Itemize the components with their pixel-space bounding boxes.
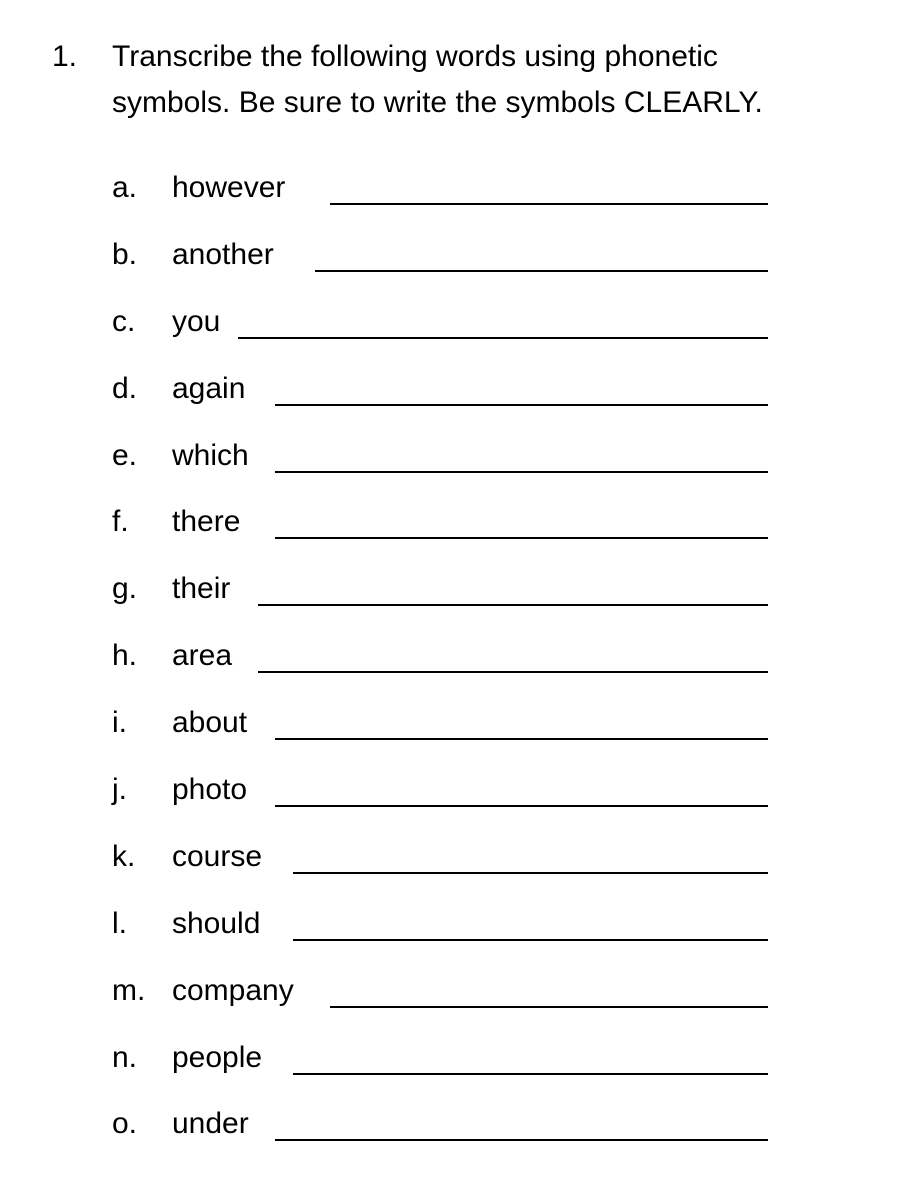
- answer-blank[interactable]: [275, 537, 768, 539]
- item-word: course: [172, 839, 263, 873]
- word-list: [112, 160, 772, 1163]
- answer-blank[interactable]: [293, 1073, 768, 1075]
- item-letter: c.: [112, 304, 136, 338]
- list-item: [112, 1096, 772, 1163]
- list-item: [112, 160, 772, 227]
- list-item: [112, 963, 772, 1030]
- item-letter: m.: [112, 973, 146, 1007]
- answer-blank[interactable]: [275, 805, 768, 807]
- list-item: [112, 428, 772, 495]
- item-letter: o.: [112, 1107, 138, 1141]
- list-item: [112, 227, 772, 294]
- item-letter: j.: [112, 773, 127, 807]
- item-letter: l.: [112, 906, 127, 940]
- item-word: their: [172, 572, 231, 606]
- answer-blank[interactable]: [293, 872, 768, 874]
- list-item: [112, 896, 772, 963]
- item-letter: e.: [112, 438, 138, 472]
- list-item: [112, 1030, 772, 1097]
- answer-blank[interactable]: [275, 404, 768, 406]
- answer-blank[interactable]: [258, 604, 768, 606]
- list-item: [112, 829, 772, 896]
- item-word: again: [172, 371, 246, 405]
- answer-blank[interactable]: [258, 671, 768, 673]
- answer-blank[interactable]: [293, 939, 768, 941]
- answer-blank[interactable]: [238, 337, 768, 339]
- item-word: photo: [172, 773, 248, 807]
- answer-blank[interactable]: [315, 270, 768, 272]
- question-number: 1.: [52, 40, 78, 73]
- list-item: [112, 762, 772, 829]
- answer-blank[interactable]: [275, 471, 768, 473]
- item-word: people: [172, 1040, 263, 1074]
- item-letter: h.: [112, 639, 138, 673]
- item-word: there: [172, 505, 241, 539]
- item-letter: a.: [112, 171, 138, 204]
- item-word: about: [172, 706, 248, 740]
- list-item: [112, 494, 772, 561]
- item-letter: g.: [112, 572, 138, 606]
- item-word: company: [172, 973, 294, 1007]
- item-letter: k.: [112, 839, 136, 873]
- item-word: another: [172, 237, 274, 271]
- instruction-line-1: Transcribe the following words using phonetic: [112, 40, 718, 73]
- list-item: [112, 628, 772, 695]
- list-item: [112, 361, 772, 428]
- item-word: which: [172, 438, 249, 472]
- answer-blank[interactable]: [275, 738, 768, 740]
- question-instructions: [112, 34, 872, 126]
- item-word: under: [172, 1107, 249, 1141]
- item-word: area: [172, 639, 233, 673]
- list-item: [112, 561, 772, 628]
- item-word: you: [172, 304, 221, 338]
- item-letter: d.: [112, 371, 138, 405]
- item-word: however: [172, 171, 286, 204]
- item-word: should: [172, 906, 261, 940]
- answer-blank[interactable]: [330, 1006, 768, 1008]
- item-letter: f.: [112, 505, 129, 539]
- instruction-line-2: symbols. Be sure to write the symbols CLEARLY.: [112, 86, 763, 119]
- item-letter: n.: [112, 1040, 138, 1074]
- list-item: [112, 695, 772, 762]
- item-letter: b.: [112, 237, 138, 271]
- answer-blank[interactable]: [275, 1139, 768, 1141]
- list-item: [112, 294, 772, 361]
- answer-blank[interactable]: [330, 203, 768, 205]
- item-letter: i.: [112, 706, 127, 740]
